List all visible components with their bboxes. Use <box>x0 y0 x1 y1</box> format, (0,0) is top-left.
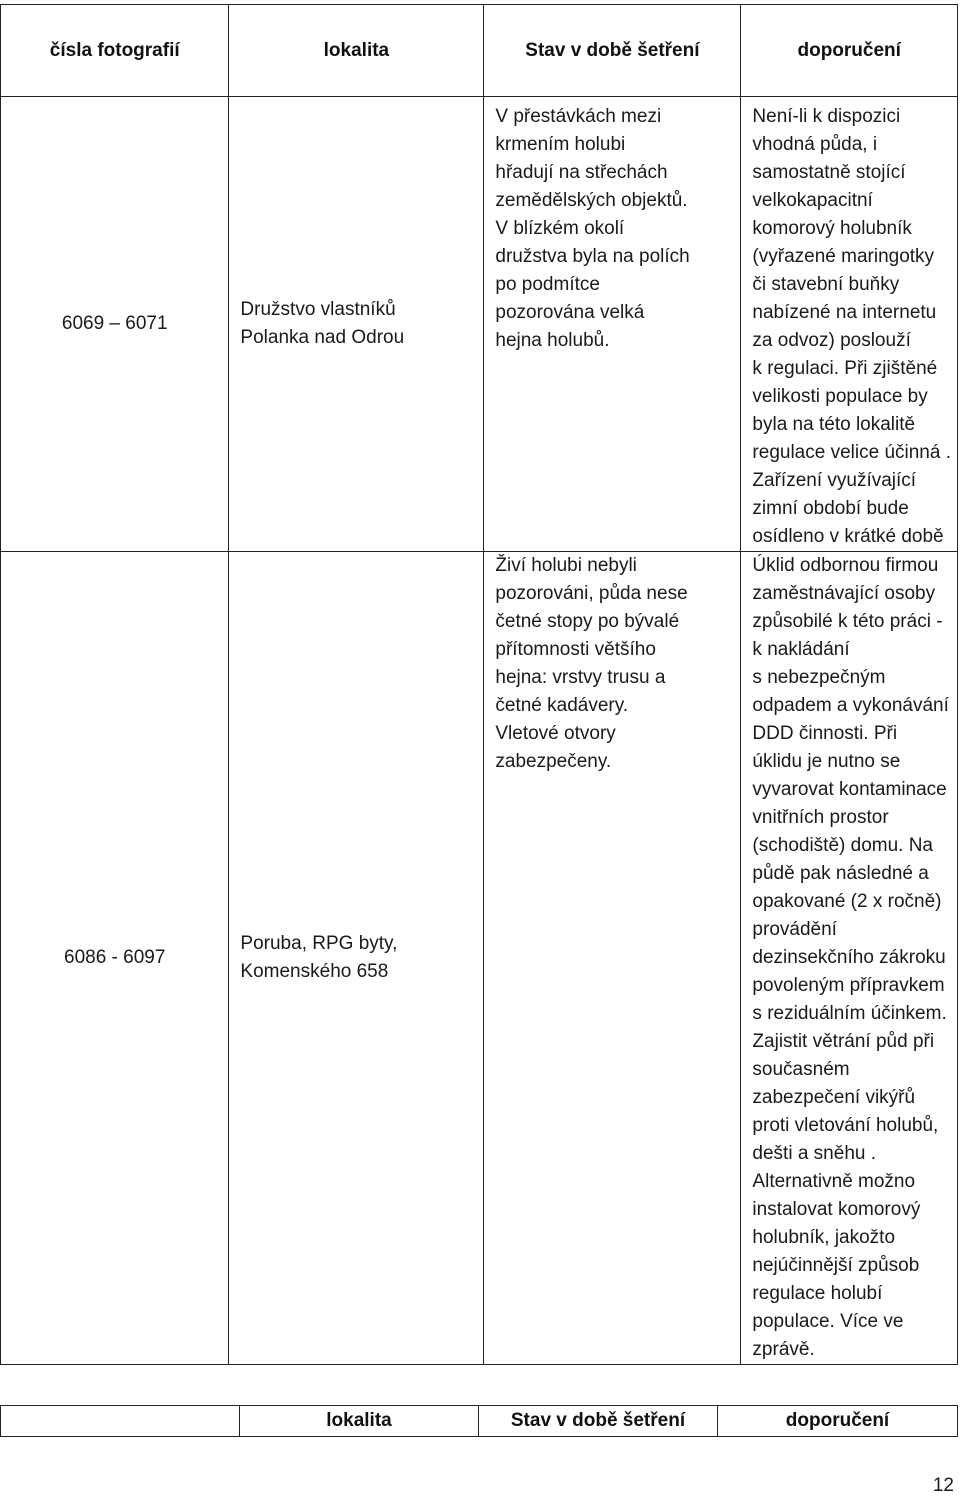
locality-line: Družstvo vlastníků <box>240 299 396 320</box>
bottom-header-row <box>1 1406 958 1437</box>
header-locality: lokalita <box>229 5 484 97</box>
recommendation-cell <box>741 552 958 1365</box>
state-line: V přestávkách mezi <box>495 106 662 127</box>
recommendation-line: Zařízení využívající <box>752 470 917 491</box>
recommendation-line: (schodiště) domu. Na <box>752 835 933 856</box>
recommendation-line: velikosti populace by <box>752 386 928 407</box>
recommendation-line: zimní období bude <box>752 498 909 519</box>
recommendation-line: za odvoz) poslouží <box>752 330 911 351</box>
recommendation-line: provádění <box>752 919 837 940</box>
recommendation-line: současném <box>752 1059 850 1080</box>
recommendation-line: proti vletování holubů, <box>752 1115 939 1136</box>
recommendation-line: Není-li k dispozici <box>752 106 901 127</box>
header-photos: čísla fotografií <box>1 5 229 97</box>
recommendation-line: k nakládání <box>752 639 850 660</box>
state-line: družstva byla na polích <box>495 246 690 267</box>
recommendation-line: byla na této lokalitě <box>752 414 916 435</box>
recommendation-line: velkokapacitní <box>752 190 873 211</box>
recommendation-line: vyvarovat kontaminace <box>752 779 947 800</box>
page-number: 12 <box>932 1475 954 1496</box>
state-line: hřadují na střechách <box>495 162 668 183</box>
recommendation-line: úklidu je nutno se <box>752 751 901 772</box>
recommendation-line: holubník, jakožto <box>752 1227 896 1248</box>
state-line: Živí holubi nebyli <box>495 555 637 576</box>
state-line: Vletové otvory <box>495 723 616 744</box>
recommendation-line: zabezpečení vikýřů <box>752 1087 916 1108</box>
state-line: četné kadávery. <box>495 695 629 716</box>
bottom-header-recommendation: doporučení <box>718 1406 958 1437</box>
recommendation-line: instalovat komorový <box>752 1199 921 1220</box>
recommendation-line: půdě pak následné a <box>752 863 929 884</box>
bottom-header-locality: lokalita <box>240 1406 479 1437</box>
recommendation-line: povoleným přípravkem <box>752 975 945 996</box>
locality-line: Polanka nad Odrou <box>240 327 405 348</box>
recommendation-line: s nebezpečným <box>752 667 886 688</box>
bottom-header-state: Stav v době šetření <box>479 1406 718 1437</box>
table-row <box>1 552 958 1365</box>
recommendation-line: vnitřních prostor <box>752 807 889 828</box>
recommendation-line: (vyřazené maringotky <box>752 246 935 267</box>
state-line: četné stopy po bývalé <box>495 611 680 632</box>
state-line: krmením holubi <box>495 134 626 155</box>
locality-cell <box>229 97 484 552</box>
state-cell <box>484 552 741 1365</box>
state-line: pozorována velká <box>495 302 645 323</box>
state-line: přítomnosti většího <box>495 639 656 660</box>
locality-line: Komenského 658 <box>240 961 389 982</box>
state-line: V blízkém okolí <box>495 218 625 239</box>
recommendation-line: DDD činnosti. Při <box>752 723 898 744</box>
locality-cell <box>229 552 484 1365</box>
state-line: hejna: vrstvy trusu a <box>495 667 666 688</box>
recommendation-line: Úklid odbornou firmou <box>752 555 939 576</box>
recommendation-line: dezinsekčního zákroku <box>752 947 946 968</box>
header-state: Stav v době šetření <box>484 5 741 97</box>
recommendation-line: regulace velice účinná . <box>752 442 951 463</box>
recommendation-line: způsobilé k této práci - <box>752 611 943 632</box>
recommendation-line: nabízené na internetu <box>752 302 937 323</box>
recommendation-line: zaměstnávající osoby <box>752 583 936 604</box>
recommendation-line: komorový holubník <box>752 218 912 239</box>
header-recommendation: doporučení <box>741 5 958 97</box>
recommendation-line: Zajistit větrání půd při <box>752 1031 935 1052</box>
recommendation-line: s reziduálním účinkem. <box>752 1003 947 1024</box>
table-row <box>1 97 958 552</box>
recommendation-line: vhodná půda, i <box>752 134 878 155</box>
recommendation-line: regulace holubí <box>752 1283 883 1304</box>
locality-line: Poruba, RPG byty, <box>240 933 398 954</box>
recommendation-line: nejúčinnější způsob <box>752 1255 920 1276</box>
recommendation-line: dešti a sněhu . <box>752 1143 877 1164</box>
recommendation-line: opakované (2 x ročně) <box>752 891 942 912</box>
bottom-header-empty <box>1 1406 240 1437</box>
header-row <box>1 5 958 97</box>
recommendation-line: osídleno v krátké době <box>752 526 944 547</box>
state-line: po podmítce <box>495 274 600 295</box>
bottom-table <box>0 1405 958 1437</box>
recommendation-cell <box>741 97 958 552</box>
main-table <box>0 4 958 1365</box>
photos-cell: 6069 – 6071 <box>1 97 229 552</box>
recommendation-line: zprávě. <box>752 1339 815 1360</box>
recommendation-line: k regulaci. Při zjištěné <box>752 358 938 379</box>
state-line: pozorováni, půda nese <box>495 583 688 604</box>
recommendation-line: samostatně stojící <box>752 162 906 183</box>
recommendation-line: populace. Více ve <box>752 1311 904 1332</box>
recommendation-line: či stavební buňky <box>752 274 900 295</box>
state-line: zabezpečeny. <box>495 751 612 772</box>
state-cell <box>484 97 741 552</box>
state-line: hejna holubů. <box>495 330 610 351</box>
state-line: zemědělských objektů. <box>495 190 688 211</box>
recommendation-line: Alternativně možno <box>752 1171 916 1192</box>
photos-cell: 6086 - 6097 <box>1 552 229 1365</box>
recommendation-line: odpadem a vykonávání <box>752 695 949 716</box>
